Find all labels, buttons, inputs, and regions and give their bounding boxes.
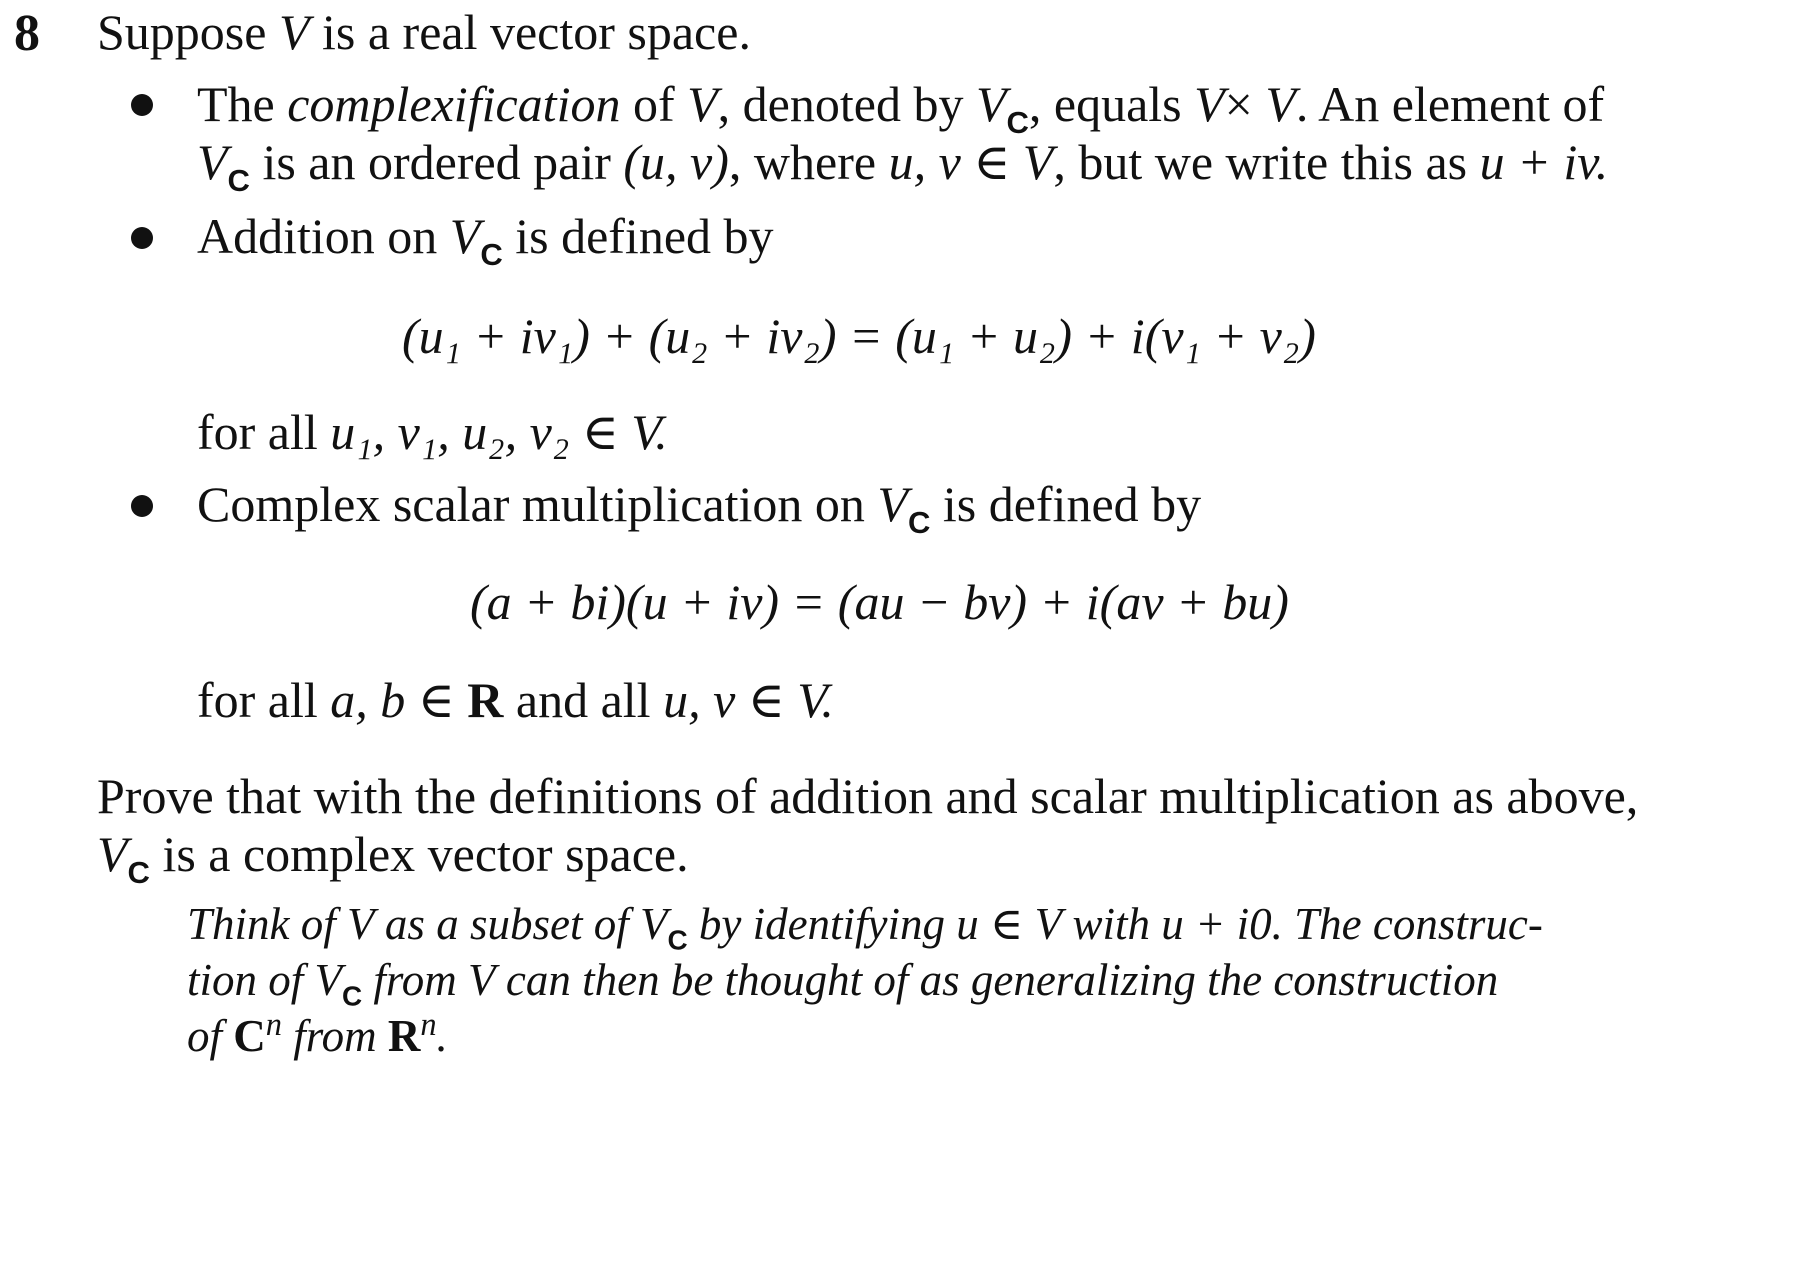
text: ×	[1224, 76, 1266, 132]
text: Addition on	[197, 208, 450, 264]
scalar-multiplication-equation	[470, 570, 1289, 634]
reals-symbol: R	[467, 672, 504, 728]
math-expr: u + iv.	[1479, 134, 1609, 190]
math-expr: u, v ∈ V	[888, 134, 1054, 190]
math-var: V	[449, 208, 481, 264]
note-text: by identifying u ∈ V with u +	[687, 899, 1237, 949]
math-var: V	[97, 826, 128, 882]
note-text: from	[281, 1011, 388, 1061]
text: The	[197, 76, 288, 132]
intro-text: Suppose	[97, 4, 279, 60]
note-line2	[187, 950, 1498, 1010]
bullet1-line1	[197, 72, 1605, 140]
superscript-n: n	[420, 1006, 437, 1043]
equation-text: (a + bi)(u + iv) = (au − bv) + i(av + bu)	[470, 574, 1289, 630]
math-expr: u, v ∈ V.	[663, 672, 834, 728]
exercise-number: 8	[14, 5, 40, 62]
math-expr: u₁, v₁, u₂, v₂ ∈ V.	[330, 404, 668, 460]
intro-line	[97, 0, 751, 64]
note-line1	[187, 894, 1543, 954]
subscript-c: C	[342, 980, 363, 1012]
subscript-c: C	[1006, 104, 1029, 140]
note-text: .	[436, 1011, 448, 1061]
math-var: V	[278, 4, 310, 60]
note-text: Think of V as a subset of V	[187, 899, 668, 949]
text: , but we write this as	[1053, 134, 1480, 190]
subscript-c: C	[227, 162, 250, 198]
text: is an ordered pair	[249, 134, 624, 190]
note-text: from V can then be thought of as generalizing the construction	[362, 955, 1499, 1005]
note-line3	[187, 1006, 448, 1066]
prove-line1	[97, 764, 1638, 828]
math-var: V	[197, 134, 228, 190]
text: , equals	[1028, 76, 1195, 132]
superscript-n: n	[265, 1006, 282, 1043]
note-text: i0. The construc-	[1236, 899, 1543, 949]
bullet-dot	[131, 94, 153, 116]
text: is defined by	[502, 208, 774, 264]
emphasis-term: complexification	[287, 76, 621, 132]
addition-quantifier	[197, 400, 668, 464]
text: is a complex vector space.	[149, 826, 689, 882]
complex-symbol: C	[233, 1011, 266, 1061]
subscript-c: C	[907, 504, 931, 540]
math-expr: a, b ∈	[330, 672, 468, 728]
multiplication-quantifier	[197, 668, 834, 732]
text: Prove that with the definitions of addition and scalar multiplication as above,	[97, 768, 1639, 824]
math-var: V	[1265, 76, 1296, 132]
addition-equation	[402, 304, 1316, 368]
equation-text: (u₁ + iv₁) + (u₂ + iv₂) = (u₁ + u₂) + i(v₁ + v₂)	[402, 308, 1316, 364]
math-var: V	[975, 76, 1007, 132]
bullet3-line	[197, 472, 1202, 540]
math-var: V	[877, 476, 908, 532]
bullet1-line2	[197, 130, 1609, 198]
subscript-c: C	[480, 236, 503, 272]
math-var: V	[687, 76, 718, 132]
text: for all	[197, 404, 331, 460]
text: and all	[503, 672, 664, 728]
text: , denoted by	[717, 76, 976, 132]
text: Complex scalar multiplication on	[197, 476, 878, 532]
intro-text: is a real vector space.	[309, 4, 751, 60]
text: , where	[728, 134, 889, 190]
text: . An element of	[1295, 76, 1605, 132]
text: of	[620, 76, 688, 132]
text: is defined by	[930, 476, 1202, 532]
math-var: V	[1194, 76, 1225, 132]
subscript-c: C	[127, 854, 150, 890]
bullet-dot	[131, 227, 153, 249]
text: for all	[197, 672, 331, 728]
note-text: of	[187, 1011, 234, 1061]
math-expr: (u, v)	[623, 134, 729, 190]
reals-symbol: R	[387, 1011, 421, 1061]
prove-line2	[97, 822, 689, 890]
bullet-dot	[131, 495, 153, 517]
bullet2-line	[197, 204, 774, 272]
subscript-c: C	[667, 924, 688, 956]
note-text: tion of V	[187, 955, 342, 1005]
